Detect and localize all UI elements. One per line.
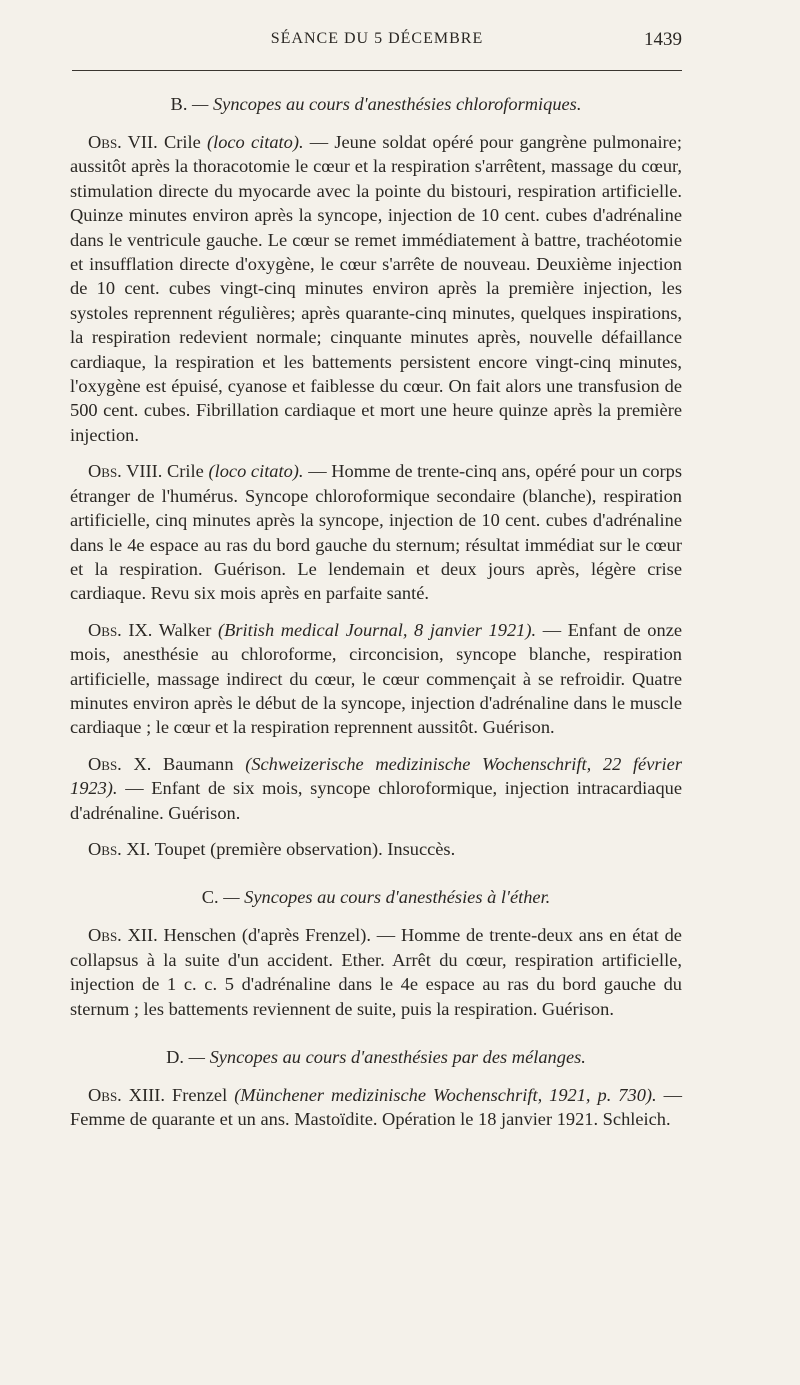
observation-text: (première observation). Insuccès. [210,838,456,859]
observation-text: (d'après Frenzel). — Homme de trente-deux ans en état de collapsus à la suite d'un accident. Ether. Arrêt du cœur, respiration artificielle, injection de 1 c. c. 5 d'adrénaline dans le 4e espace au ras du bord gauche du sternum ; les battements reviennent de suite, puis la respiration. Guérison. [70,925,682,1019]
observation-author: Crile [163,132,201,152]
observation-author: Baumann [163,753,234,774]
section-title: — Syncopes au cours d'anesthésies chloroformiques. [192,94,582,114]
observation-label: Obs. XI. [88,838,151,859]
observation-author: Toupet [154,838,206,859]
observation-viii [70,459,682,605]
observation-xiii [70,1083,682,1132]
observation-source: (loco citato). [208,461,304,482]
observation-x [70,752,682,825]
observation-text: — Enfant de onze mois, anesthésie au chloroforme, circoncision, syncope blanche, respiration artificielle, massage indirect du cœur, le cœur commençait à se refroidir. Quatre minutes environ après le début de la syncope, injection d'adrénaline dans le muscle cardiaque ; le cœur et la respiration reprennent aussitôt. Guérison. [70,619,683,738]
section-title: — Syncopes au cours d'anesthésies par des mélanges. [188,1047,586,1067]
observation-source: (Schweizerische medizinische Wochenschrift, 22 février 1923). [70,753,682,799]
observation-source: (British medical Journal, 8 janvier 1921). [217,619,537,640]
section-heading-d [70,1045,682,1069]
observation-label: Obs. VII. [88,132,158,152]
section-heading-b [70,92,682,116]
observation-ix [70,618,682,740]
section-letter: B. [170,94,188,114]
header-rule [72,70,682,71]
page-number: 1439 [644,29,682,50]
observation-author: Crile [167,461,204,482]
body-text [70,92,682,1144]
section-title: — Syncopes au cours d'anesthésies à l'éther. [223,887,551,908]
observation-text: — Femme de quarante et un ans. Mastoïdite. Opération le 18 janvier 1921. Schleich. [70,1085,682,1130]
section-letter: C. [201,887,219,908]
page-header [72,30,682,54]
observation-label: Obs. XIII. [88,1085,166,1105]
observation-label: Obs. IX. [88,619,153,640]
observation-text: — Homme de trente-cinq ans, opéré pour un corps étranger de l'humérus. Syncope chloroformique secondaire (blanche), respiration artificielle, cinq minutes après la syncope, injection de 10 cent. cubes d'adrénaline dans le 4e espace au ras du bord gauche du sternum; résultat immédiat sur le cœur et la respiration. Guérison. Le lendemain et deux jours après, légère crise cardiaque. Revu six mois après en parfaite santé. [70,461,683,604]
observation-source: (Münchener medizinische Wochenschrift, 1921, p. 730). [234,1085,657,1105]
observation-label: Obs. XII. [88,925,158,946]
observation-author: Henschen [163,925,237,946]
observation-text: — Jeune soldat opéré pour gangrène pulmonaire; aussitôt après la thoracotomie le cœur et la respiration s'arrêtent, massage du cœur, stimulation directe du myocarde avec la pointe du bistouri, respiration artificielle. Quinze minutes environ après la syncope, injection de 10 cent. cubes d'adrénaline dans le ventricule gauche. Le cœur se remet immédiatement à battre, trachéotomie et insufflation directe d'oxygène, le cœur s'arrête de nouveau. Deuxième injection de 10 cent. cubes vingt-cinq minutes environ après la première injection, les systoles reprennent régulières; après quarante-cinq minutes, quelques inspirations, la respiration redevient normale; cinquante minutes après, nouvelle défaillance cardiaque, la respiration et les battements persistent encore vingt-cinq minutes, l'oxygène est épuisé, cyanose et faiblesse du cœur. On fait alors une transfusion de 500 cent. cubes. Fibrillation cardiaque et mort une heure quinze après la première injection. [70,132,682,445]
observation-author: Frenzel [172,1085,228,1105]
observation-xii [70,923,682,1021]
section-letter: D. [166,1047,185,1067]
observation-xi [70,837,682,861]
observation-text: — Enfant de six mois, syncope chloroformique, injection intracardiaque d'adrénaline. Guérison. [70,778,682,823]
observation-label: Obs. X. [88,753,152,774]
running-head: SÉANCE DU 5 DÉCEMBRE [270,30,484,47]
observation-label: Obs. VIII. [88,461,163,482]
section-heading-c [70,885,682,909]
observation-source: (loco citato). [206,132,304,152]
observation-vii [70,130,682,447]
observation-author: Walker [158,619,212,640]
